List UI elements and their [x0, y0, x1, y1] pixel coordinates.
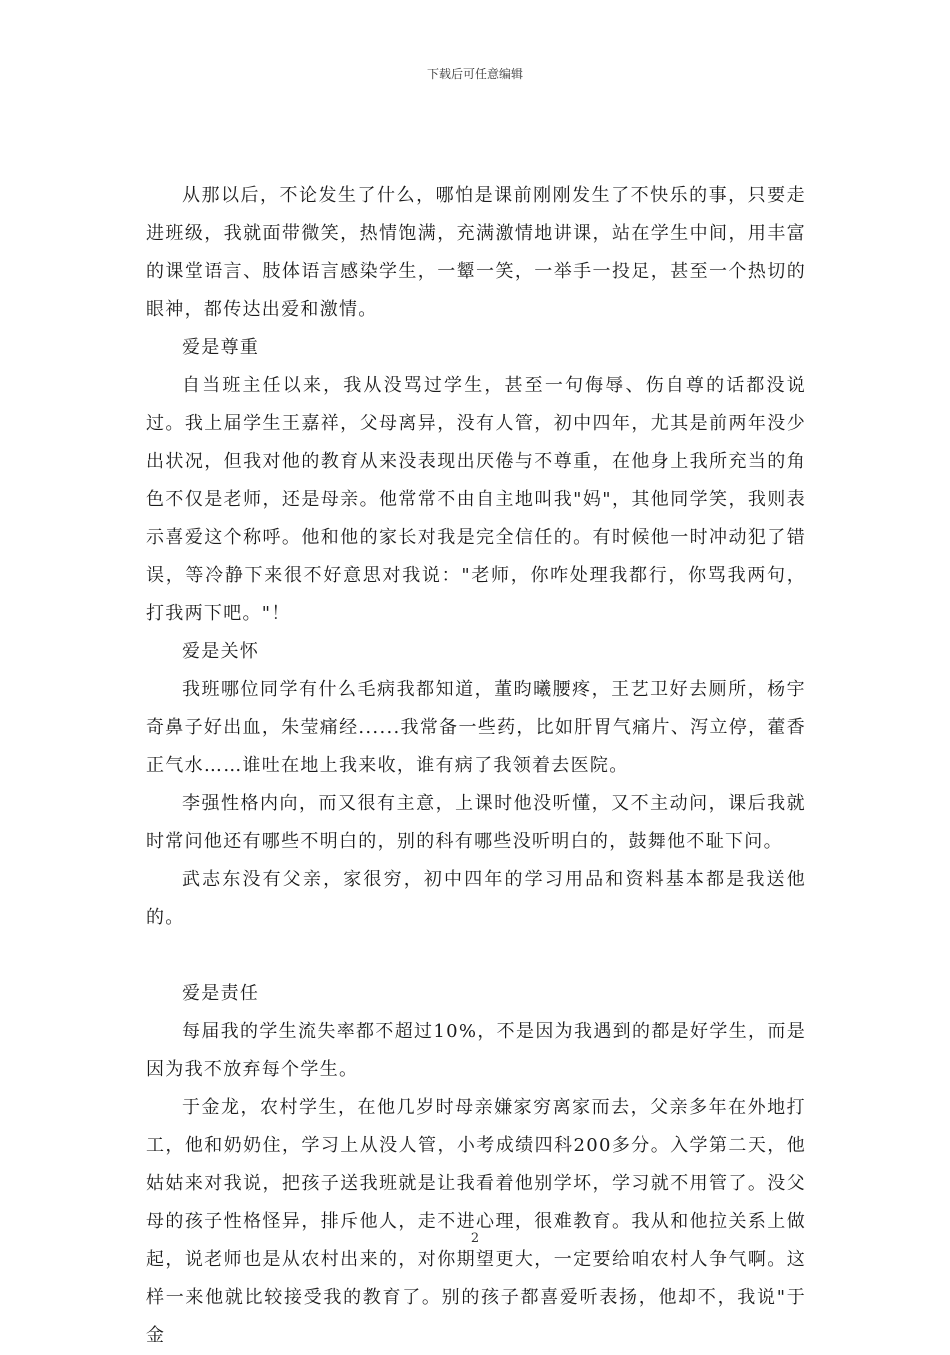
paragraph: 自当班主任以来，我从没骂过学生，甚至一句侮辱、伤自尊的话都没说过。我上届学生王嘉祥，父母离异，没有人管，初中四年，尤其是前两年没少出状况，但我对他的教育从来没表现出厌倦与不尊重，在他身上我所充当的角色不仅是老师，还是母亲。他常常不由自主地叫我"妈"，其他同学笑，我则表示喜爱这个称呼。他和他的家长对我是完全信任的。有时候他一时冲动犯了错误，等冷静下来很不好意思对我说："老师，你咋处理我都行，你骂我两句，打我两下吧。"！	[146, 375, 806, 624]
paragraph: 我班哪位同学有什么毛病我都知道，董昀曦腰疼，王艺卫好去厕所，杨宇奇鼻子好出血，朱莹痛经......我常备一些药，比如肝胃气痛片、泻立停，藿香正气水……谁吐在地上我来收，谁有病了我领着去医院。	[146, 679, 806, 776]
paragraph: 于金龙，农村学生，在他几岁时母亲嫌家穷离家而去，父亲多年在外地打工，他和奶奶住，学习上从没人管，小考成绩四科200多分。入学第二天，他姑姑来对我说，把孩子送我班就是让我看着他别学坏，学习就不用管了。没父母的孩子性格怪异，排斥他人，走不进心理，很难教育。我从和他拉关系上做起，说老师也是从农村出来的，对你期望更大，一定要给咱农村人争气啊。这样一来他就比较接受我的教育了。别的孩子都喜爱听表扬，他却不，我说"于金	[146, 1097, 806, 1346]
section-heading: 爱是责任	[182, 983, 260, 1004]
paragraph: 武志东没有父亲，家很穷，初中四年的学习用品和资料基本都是我送他的。	[146, 869, 806, 928]
document-body	[146, 177, 806, 1355]
page-number: 2	[470, 1231, 480, 1246]
page-header: 下载后可任意编辑	[426, 67, 523, 81]
paragraph: 李强性格内向，而又很有主意，上课时他没听懂，又不主动问，课后我就时常问他还有哪些不明白的，别的科有哪些没听明白的，鼓舞他不耻下问。	[146, 793, 806, 852]
paragraph: 每届我的学生流失率都不超过10%，不是因为我遇到的都是好学生，而是因为我不放弃每个学生。	[146, 1021, 806, 1080]
section-heading: 爱是关怀	[182, 641, 260, 662]
section-heading: 爱是尊重	[182, 337, 260, 358]
paragraph: 从那以后，不论发生了什么，哪怕是课前刚刚发生了不快乐的事，只要走进班级，我就面带微笑，热情饱满，充满激情地讲课，站在学生中间，用丰富的课堂语言、肢体语言感染学生，一颦一笑，一举手一投足，甚至一个热切的眼神，都传达出爱和激情。	[146, 185, 806, 320]
